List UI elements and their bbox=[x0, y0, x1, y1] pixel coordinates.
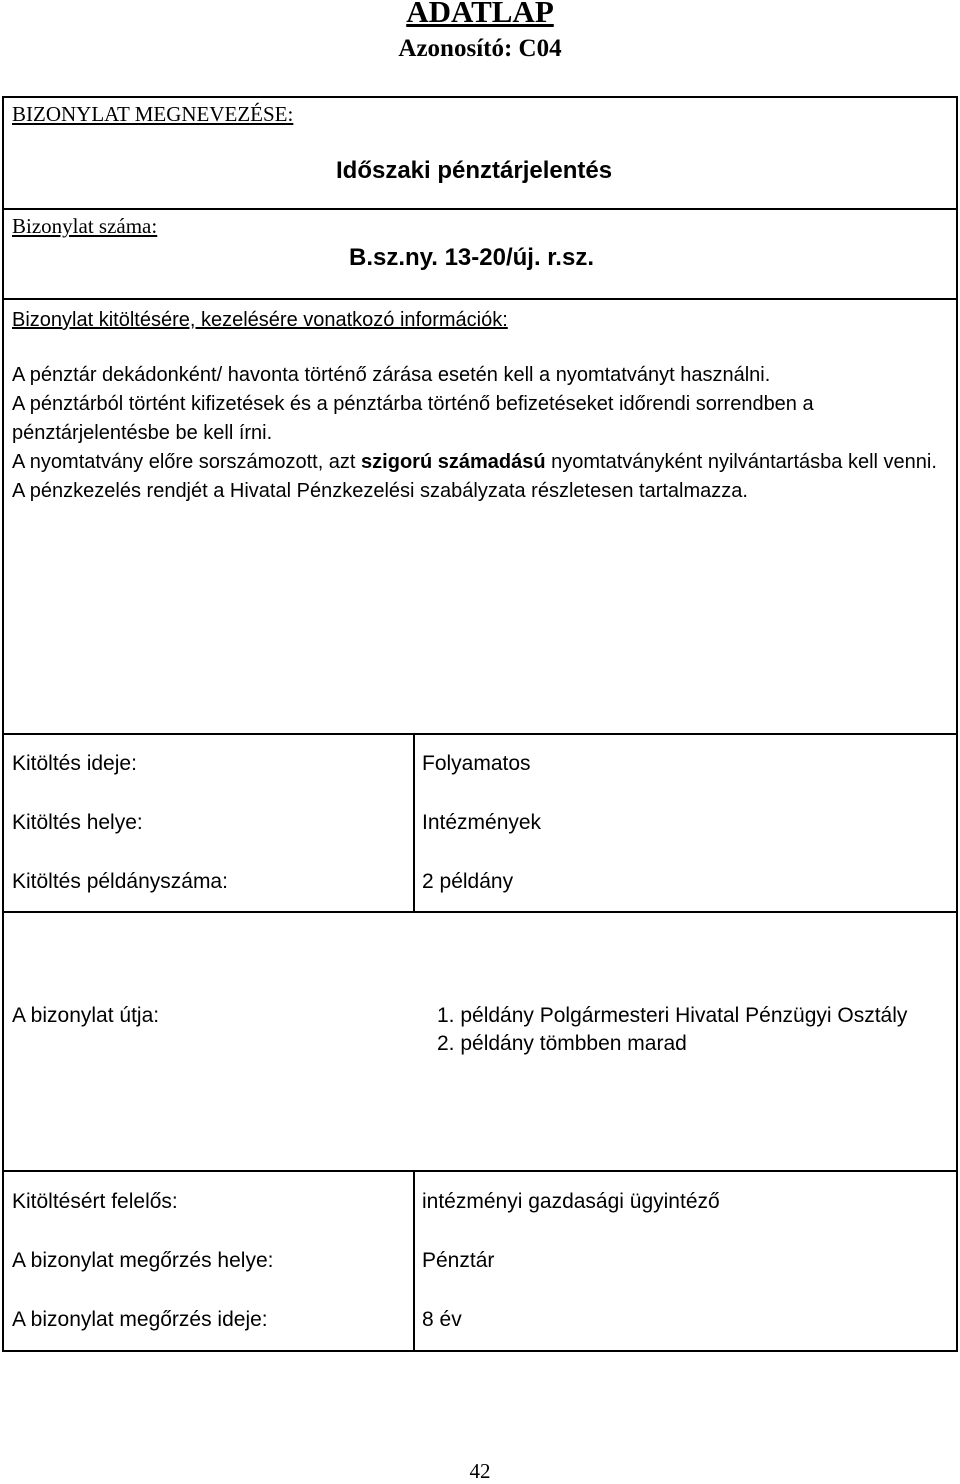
route-line-2: 2. példány tömbben marad bbox=[437, 1032, 687, 1055]
fill-copies-label: Kitöltés példányszáma: bbox=[12, 870, 228, 893]
document-number-label: Bizonylat száma: bbox=[12, 214, 158, 238]
info-paragraph: A pénztárból történt kifizetések és a pénztárba történő befizetéseket időrendi sorrendben a pénztárjelentésbe be kell írni. bbox=[12, 393, 814, 444]
info-text bbox=[12, 361, 942, 506]
document-name-label: BIZONYLAT MEGNEVEZÉSE: bbox=[12, 102, 294, 126]
info-heading: Bizonylat kitöltésére, kezelésére vonatkozó információk: bbox=[12, 309, 508, 331]
fill-copies-value: 2 példány bbox=[422, 870, 514, 893]
document-number-value: B.sz.ny. 13-20/új. r.sz. bbox=[349, 244, 594, 271]
route-label: A bizonylat útja: bbox=[12, 1004, 160, 1027]
responsible-label: Kitöltésért felelős: bbox=[12, 1190, 178, 1213]
divider bbox=[2, 208, 958, 210]
divider bbox=[2, 298, 958, 300]
storage-time-value: 8 év bbox=[422, 1308, 462, 1331]
column-divider bbox=[413, 1170, 415, 1352]
info-paragraph: A nyomtatvány előre sorszámozott, azt szigorú számadású nyomtatványként nyilvántartásba kell venni. bbox=[12, 451, 937, 473]
form-frame bbox=[2, 96, 958, 1352]
storage-time-label: A bizonylat megőrzés ideje: bbox=[12, 1308, 268, 1331]
storage-place-label: A bizonylat megőrzés helye: bbox=[12, 1249, 274, 1272]
document-name-value: Időszaki pénztárjelentés bbox=[336, 157, 613, 184]
responsible-value: intézményi gazdasági ügyintéző bbox=[422, 1190, 720, 1213]
column-divider bbox=[413, 733, 415, 913]
divider bbox=[2, 911, 958, 913]
fill-place-value: Intézmények bbox=[422, 811, 542, 834]
route-line-1: 1. példány Polgármesteri Hivatal Pénzügyi Osztály bbox=[437, 1004, 908, 1027]
page-number: 42 bbox=[469, 1459, 491, 1483]
fill-time-value: Folyamatos bbox=[422, 752, 531, 775]
document-identifier: Azonosító: C04 bbox=[398, 35, 562, 62]
info-paragraph: A pénztár dekádonként/ havonta történő zárása esetén kell a nyomtatványt használni. bbox=[12, 364, 771, 386]
page-title: ADATLAP bbox=[406, 0, 554, 29]
fill-time-label: Kitöltés ideje: bbox=[12, 752, 137, 775]
info-paragraph: A pénzkezelés rendjét a Hivatal Pénzkezelési szabályzata részletesen tartalmazza. bbox=[12, 480, 748, 502]
storage-place-value: Pénztár bbox=[422, 1249, 495, 1272]
fill-place-label: Kitöltés helye: bbox=[12, 811, 143, 834]
divider bbox=[2, 1170, 958, 1172]
divider bbox=[2, 733, 958, 735]
